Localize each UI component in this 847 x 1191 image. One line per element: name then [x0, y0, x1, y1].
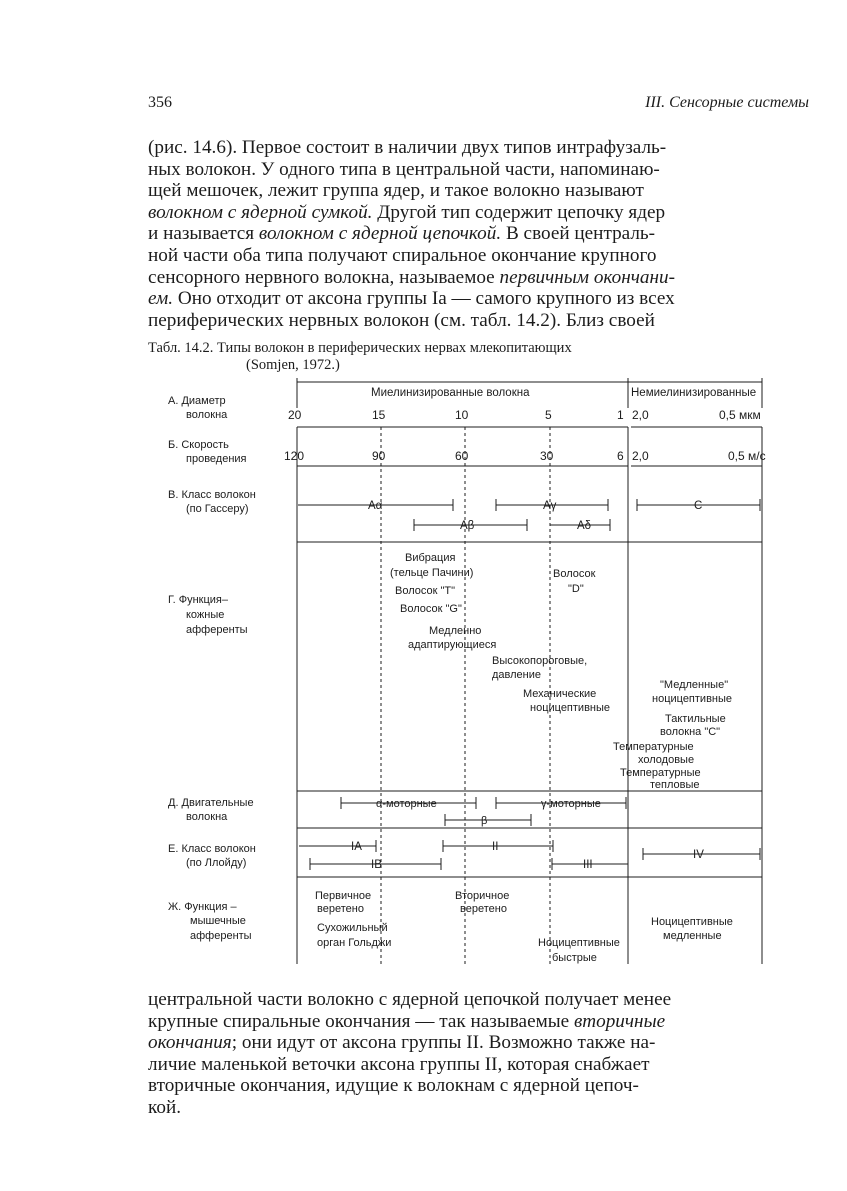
italic-term: окончания — [148, 1032, 232, 1054]
row-label: кожные — [186, 609, 225, 621]
function-label: "D" — [568, 583, 584, 595]
muscle-function-label: веретено — [460, 903, 507, 915]
text-line: и называется — [148, 223, 259, 245]
caption-source: (Somjen, 1972.) — [246, 357, 340, 373]
row-label: Б. Скорость — [168, 439, 229, 451]
tick-label: 120 — [284, 449, 305, 463]
row-label: проведения — [186, 453, 247, 465]
function-label: Температурные — [613, 741, 694, 753]
text-line: щей мешочек, лежит группа ядер, и такое волокно называют — [148, 180, 644, 202]
function-label: Волосок "G" — [400, 603, 462, 615]
function-label: Механические — [523, 688, 597, 700]
lloyd-class-label: IA — [351, 841, 362, 853]
row-label: афференты — [190, 930, 252, 942]
italic-term: ем. — [148, 288, 174, 310]
function-label: (тельце Пачини) — [390, 567, 474, 579]
function-label: волокна "C" — [660, 726, 721, 738]
tick-label: 0,5 мкм — [719, 408, 761, 422]
muscle-function-label: быстрые — [552, 952, 597, 964]
running-title: III. Сенсорные системы — [645, 94, 809, 111]
row-label: В. Класс волокон — [168, 489, 256, 501]
row-label: (по Гассеру) — [186, 503, 249, 515]
unmyelinated-header: Немиелинизированные — [631, 387, 757, 399]
table-caption — [148, 340, 572, 374]
lloyd-class-label: IB — [371, 859, 382, 871]
text-line: центральной части волокно с ядерной цепочкой получает менее — [148, 989, 672, 1010]
text-line: периферических нервных волокон (см. табл. 14.2). Близ своей — [148, 309, 655, 331]
row-label: Г. Функция– — [168, 594, 228, 606]
tick-label: 0,5 м/с — [728, 449, 766, 463]
motor-label: γ-моторные — [541, 798, 601, 810]
text-line: Другой тип содержит цепочку ядер — [372, 201, 666, 223]
row-label: волокна — [186, 811, 228, 823]
italic-term: первичным окончани- — [499, 266, 676, 288]
fiber-class-a-beta: Aβ — [460, 520, 475, 532]
lloyd-class-label: IV — [693, 849, 704, 861]
text-line: (рис. 14.6). Первое состоит в наличии двух типов интрафузаль- — [148, 137, 667, 158]
row-label: афференты — [186, 624, 248, 636]
text-line: В своей централь- — [501, 223, 656, 245]
page-number: 356 — [148, 94, 172, 111]
lloyd-class-label: III — [583, 859, 593, 871]
text-line: сенсорного нервного волокна, называемое — [148, 266, 500, 288]
function-label: холодовые — [638, 754, 695, 766]
text-line: личие маленькой веточки аксона группы II, которая снабжает — [148, 1053, 650, 1075]
tick-label: 1 — [617, 408, 624, 422]
function-label: "Медленные" — [660, 679, 729, 691]
tick-label: 30 — [540, 449, 554, 463]
text-line: крупные спиральные окончания — так называемые — [148, 1010, 574, 1032]
lloyd-class-label: II — [492, 841, 499, 853]
italic-term: вторичные — [573, 1010, 666, 1032]
muscle-function-label: веретено — [317, 903, 364, 915]
muscle-function-label: медленные — [663, 930, 722, 942]
tick-label: 10 — [455, 408, 469, 422]
motor-label: α-моторные — [376, 798, 437, 810]
fiber-class-a-delta: Aδ — [577, 520, 592, 532]
row-label: Ж. Функция – — [168, 901, 237, 913]
tick-label: 6 — [617, 449, 624, 463]
text-line: кой. — [148, 1096, 182, 1118]
function-label: Температурные — [620, 767, 701, 779]
tick-label: 2,0 — [632, 408, 649, 422]
paragraph-top — [148, 137, 796, 331]
italic-term: волокном с ядерной цепочкой. — [258, 223, 502, 245]
italic-term: волокном с ядерной сумкой. — [148, 201, 373, 223]
myelinated-header: Миелинизированные волокна — [371, 387, 530, 399]
function-label: ноцицептивные — [530, 702, 611, 714]
row-label: Д. Двигательные — [168, 797, 254, 809]
tick-label: 5 — [545, 408, 552, 422]
text-line: ; они идут от аксона группы II. Возможно также на- — [231, 1032, 656, 1054]
row-label: Е. Класс волокон — [168, 843, 256, 855]
muscle-function-label: Ноцицептивные — [538, 937, 620, 949]
function-label: Волосок "T" — [395, 585, 456, 597]
function-label: тепловые — [650, 779, 700, 791]
row-label: волокна — [186, 409, 228, 421]
muscle-function-label: Ноцицептивные — [651, 916, 733, 928]
fiber-class-a-gamma: Aγ — [543, 500, 557, 512]
row-label: А. Диаметр — [168, 395, 226, 407]
tick-label: 60 — [455, 449, 469, 463]
function-label: Вибрация — [405, 552, 456, 564]
function-label: давление — [492, 669, 542, 681]
muscle-function-label: Первичное — [315, 890, 372, 902]
text-line: вторичные окончания, идущие к волокнам с ядерной цепоч- — [148, 1075, 639, 1097]
tick-label: 15 — [372, 408, 386, 422]
muscle-function-label: Сухожильный — [317, 922, 388, 934]
paragraph-bottom — [148, 989, 796, 1119]
caption-line: Табл. 14.2. Типы волокон в периферических нервах млекопитающих — [148, 340, 572, 356]
row-label: (по Ллойду) — [186, 857, 247, 869]
function-label: Тактильные — [665, 713, 726, 725]
function-label: Волосок — [553, 568, 596, 580]
row-label: мышечные — [190, 915, 246, 927]
text-line: ных волокон. У одного типа в центральной части, напоминаю- — [148, 158, 660, 180]
fiber-types-table — [150, 372, 790, 972]
tick-label: 20 — [288, 408, 302, 422]
fiber-class-c: C — [694, 500, 703, 512]
function-label: Высокопороговые, — [492, 655, 588, 667]
text-line: ной части оба типа получают спиральное окончание крупного — [148, 244, 657, 266]
function-label: ноцицептивные — [652, 693, 733, 705]
function-label: Медленно — [429, 625, 482, 637]
muscle-function-label: Вторичное — [455, 890, 510, 902]
text-line: Оно отходит от аксона группы Ia — самого крупного из всех — [173, 288, 675, 310]
motor-label: β — [481, 815, 488, 827]
tick-label: 90 — [372, 449, 386, 463]
function-label: адаптирующиеся — [408, 639, 497, 651]
tick-label: 2,0 — [632, 449, 649, 463]
fiber-class-a-alpha: Aα — [368, 500, 383, 512]
muscle-function-label: орган Гольджи — [317, 937, 392, 949]
